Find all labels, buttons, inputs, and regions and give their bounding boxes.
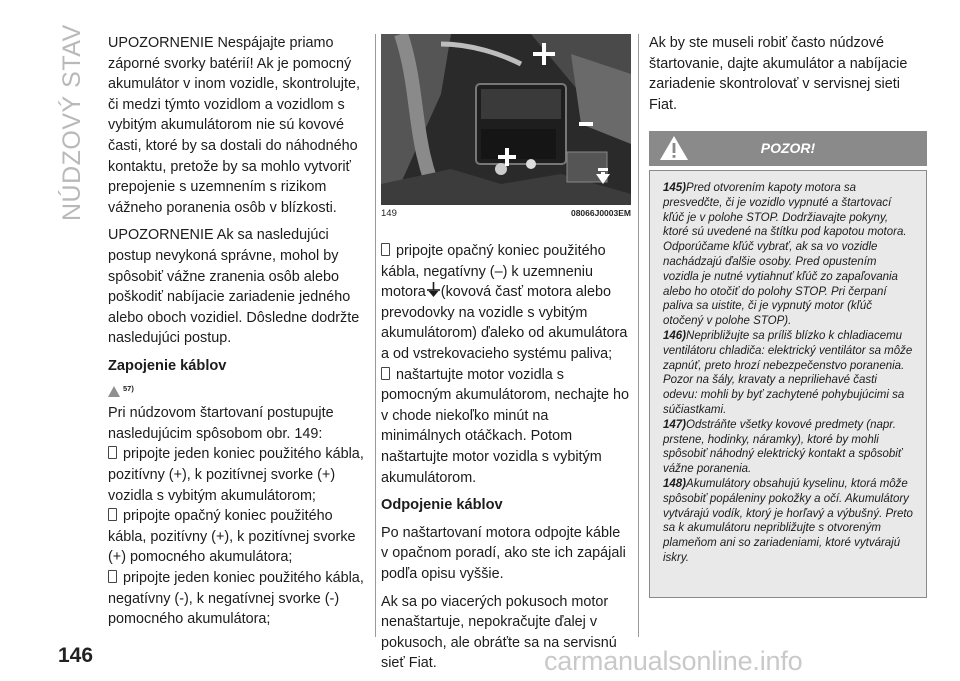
- warning-box-header: [649, 131, 927, 166]
- list-item: pripojte jeden koniec použitého kábla, pozitívny (+), k pozitívnej svorke (+) vozidla s vybitým akumulátorom;: [108, 446, 364, 504]
- reference-number: 57): [123, 383, 134, 393]
- checkbox-bullet-icon: [108, 570, 117, 583]
- watermark-text: carmanualsonline.info: [544, 646, 803, 676]
- warning-item: 147)Odstráňte všetky kovové predmety (napr. prstene, hodinky, náramky), ktoré by mohli spôsobiť náhodný elektrický kontakt a spôsobiť vážne poranenia.: [663, 418, 902, 476]
- checkbox-bullet-icon: [381, 367, 390, 380]
- warning-box-body: [649, 170, 927, 598]
- checkbox-bullet-icon: [381, 243, 390, 256]
- reference-mark: [108, 382, 370, 400]
- warning-paragraph-2: UPOZORNENIE Ak sa nasledujúci postup nevykoná správne, mohol by spôsobiť vážne zranenia osôb alebo poškodiť nabíjacie zariadenie jedného alebo oboch vozidiel. Dôsledne dodržte nasledujúci postup.: [108, 227, 360, 347]
- figure-number: 149: [381, 208, 397, 219]
- intro-paragraph: Pri núdzovom štartovaní postupujte nasledujúcim spôsobom obr. 149:: [108, 405, 334, 442]
- disconnect-paragraph-1: Po naštartovaní motora odpojte káble v opačnom poradí, ako ste ich zapájali podľa opisu vyššie.: [381, 524, 626, 582]
- column-right: [649, 33, 927, 122]
- warning-item: 145)Pred otvorením kapoty motora sa presvedčte, či je vozidlo vypnuté a štartovací kľúč je v polohe STOP. Dodržiavajte pokyny, ktoré sú uvedené na štítku pod kapotou motora. Odporúčame kľúč vybrať, ak sa vo vozidle nachádzajú ďalšie osoby. Pred opustením vozidla je nutné vytiahnuť kľúč zo zapaľovania alebo ho otočiť do polohy STOP. Pri čerpaní paliva sa uistite, či je vypnutý motor (kľúč otočený v polohe STOP).: [663, 182, 907, 328]
- figure-code: 08066J0003EM: [570, 208, 631, 218]
- list-item: pripojte opačný koniec použitého kábla, pozitívny (+), k pozitívnej svorke (+) pomocného akumulátora;: [108, 508, 356, 566]
- list-item: pripojte jeden koniec použitého kábla, negatívny (-), k negatívnej svorke (-) pomocného akumulátora;: [108, 570, 364, 628]
- warning-paragraph-1: UPOZORNENIE Nespájajte priamo záporné svorky batérií! Ak je pomocný akumulátor v inom vozidle, skontrolujte, či medzi týmto vozidlom a vozidlom s vybitým akumulátorom nie sú kovové časti, ktoré by sa dostali do náhodného kontaktu, pretože by sa mohlo vytvoriť prepojenie s uzemnením s rizikom vážneho poranenia osôb v blízkosti.: [108, 35, 360, 216]
- warning-triangle-icon: [659, 135, 689, 161]
- warning-box-title: POZOR!: [760, 140, 816, 156]
- list-item: naštartujte motor vozidla s pomocným akumulátorom, nechajte ho v chode niekoľko minút na minimálnych otáčkach. Potom naštartujte motor vozidla s vybitým akumulátorom.: [381, 366, 629, 486]
- section-side-title: NÚDZOVÝ STAV: [58, 24, 86, 221]
- ground-symbol-icon: [427, 282, 440, 298]
- list-item: pripojte opačný koniec použitého kábla, negatívny (–) k uzemneniu motora (kovová časť motora alebo prevodovky na vozidle s vybitým akumulátorom) ďaleko od akumulátora a od vstrekovacieho systému paliva;: [381, 243, 628, 362]
- disconnect-paragraph-2: Ak sa po viacerých pokusoch motor nenaštartuje, nepokračujte ďalej v pokusoch, ale obráťte sa na servisnú sieť Fiat.: [381, 593, 617, 672]
- engine-bay-illustration: [381, 34, 631, 205]
- checkbox-bullet-icon: [108, 446, 117, 459]
- checkbox-bullet-icon: [108, 508, 117, 521]
- column-left: [108, 33, 370, 630]
- figure-caption: [381, 208, 631, 222]
- section-heading-disconnect: Odpojenie káblov: [381, 497, 503, 514]
- warning-triangle-icon: [108, 386, 120, 397]
- service-paragraph: Ak by ste museli robiť často núdzové štartovanie, dajte akumulátor a nabíjacie zariadenie skontrolovať v servisnej sieti Fiat.: [649, 35, 908, 113]
- warning-item: 146)Nepribližujte sa príliš blízko k chladiacemu ventilátoru chladiča: elektrický ventilátor sa môže zapnúť, preto hrozí nebezpečenstvo poranenia. Pozor na šály, kravaty a nepriliehavé časti odevu: mohli by byť zachytené pohybujúcimi sa súčiastkami.: [663, 329, 913, 416]
- warning-item: 148)Akumulátory obsahujú kyselinu, ktorá môže spôsobiť popáleniny pokožky a očí. Akumulátory vytvárajú vodík, ktorý je horľavý a výbušný. Preto sa k akumulátoru nepribližujte s otvoreným plameňom ani so zariadeniami, ktoré vytvárajú iskry.: [663, 477, 913, 564]
- column-divider-right: [638, 34, 639, 637]
- page-number: 146: [58, 644, 94, 667]
- column-divider-left: [375, 34, 376, 637]
- section-heading-connect: Zapojenie káblov: [108, 357, 227, 374]
- engine-bay-figure: [381, 34, 631, 205]
- column-middle: [381, 241, 631, 681]
